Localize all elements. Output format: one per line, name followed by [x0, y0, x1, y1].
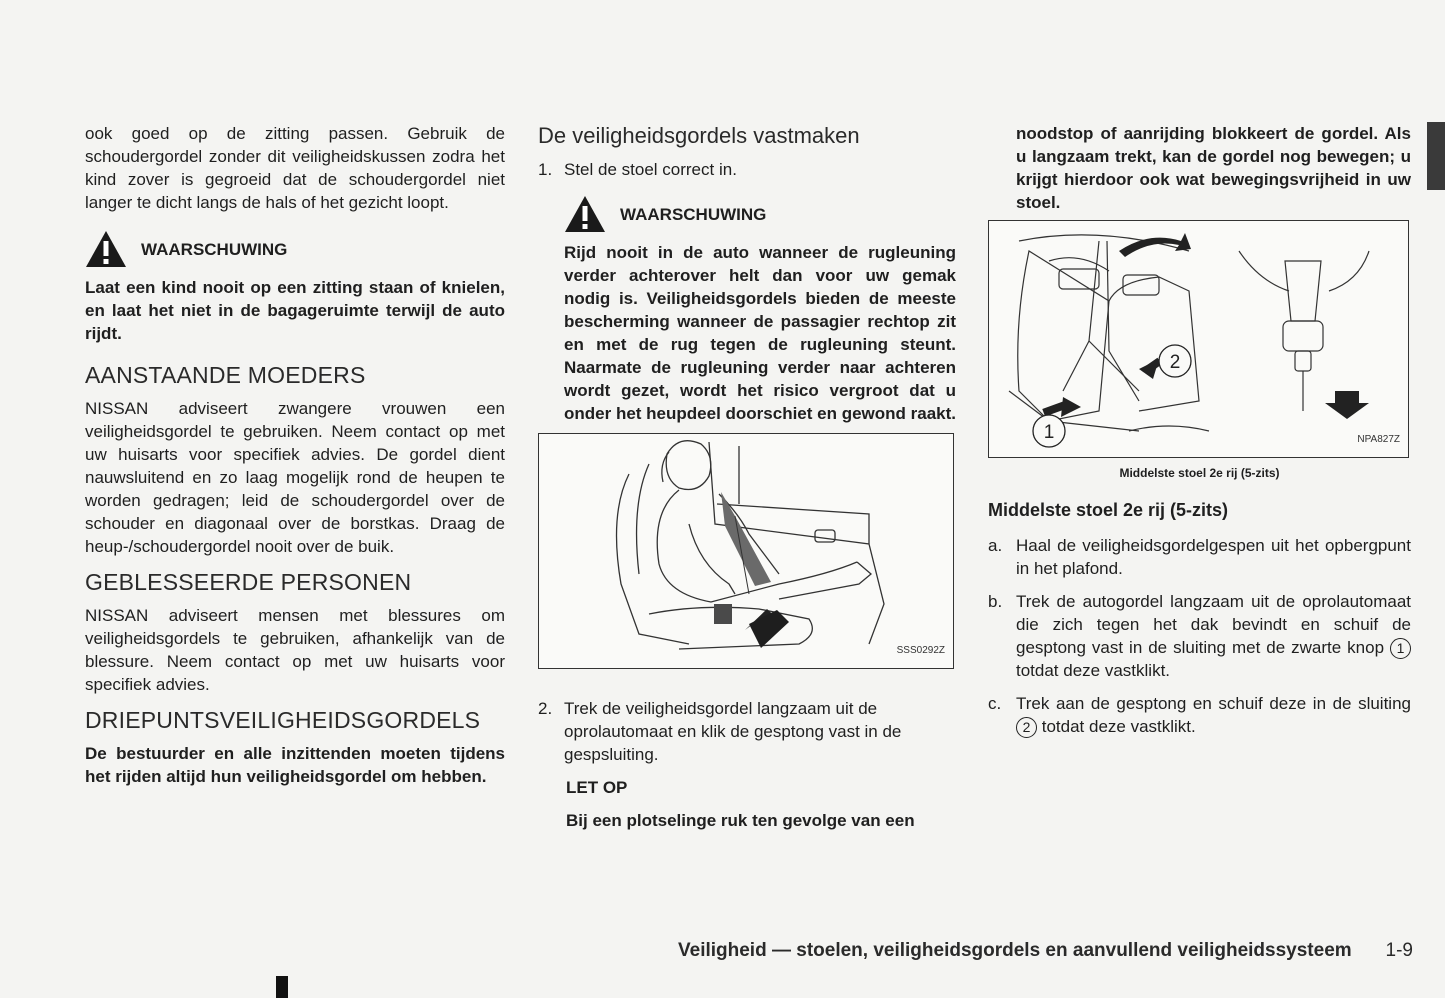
step-number: 1.	[538, 160, 553, 179]
list-text-part: totdat deze vastklikt.	[1016, 661, 1171, 681]
column-middle	[538, 122, 956, 832]
list-item	[988, 590, 1411, 682]
seatbelt-figure	[538, 433, 954, 669]
chapter-tab	[1427, 122, 1445, 190]
list-text-part: Trek de autogordel langzaam uit de oprolautomaat die zich tegen het dak bevindt en schuif de gesptong vast in de sluiting met de zwarte knop	[1016, 592, 1411, 657]
note-title: LET OP	[566, 778, 628, 797]
section-heading: GEBLESSEERDE PERSONEN	[85, 569, 412, 595]
list-text-part: totdat deze vastklikt.	[1041, 717, 1196, 737]
step-text: Trek de veiligheidsgordel langzaam uit de oprolautomaat en klik de gesptong vast in de gespsluiting.	[564, 699, 902, 764]
warning-title: WAARSCHUWING	[141, 239, 288, 259]
figure-code: SSS0292Z	[896, 645, 945, 656]
step-number: 2.	[538, 699, 553, 718]
button-callout-2: 2	[1016, 717, 1037, 738]
note-continued: noodstop of aanrijding blokkeert de gordel. Als u langzaam trekt, kan de gordel nog bewegen; u krijgt hierdoor ook wat bewegingsvrijheid in uw stoel.	[1016, 124, 1411, 212]
figure-callout-1: 1	[1043, 422, 1055, 443]
page-number: 1-9	[1385, 940, 1413, 961]
list-item	[988, 692, 1411, 738]
warning-text: Laat een kind nooit op een zitting staan of knielen, en laat het niet in de bagageruimte terwijl de auto rijdt.	[85, 278, 505, 343]
column-right	[988, 122, 1411, 748]
warning-title: WAARSCHUWING	[620, 204, 767, 224]
section-heading: AANSTAANDE MOEDERS	[85, 362, 366, 388]
figure-code: NPA827Z	[1357, 434, 1400, 445]
step-text: Stel de stoel correct in.	[564, 160, 737, 179]
list-item	[988, 534, 1411, 580]
section-paragraph: NISSAN adviseert zwangere vrouwen een veiligheidsgordel te gebruiken. Neem contact op met uw huisarts voor specifiek advies. De gordel dient nauwsluitend en zo laag mogelijk rond de heupen te worden gedragen; leid de schoudergordel over de schouder en diagonaal over de borstkas. Draag de heup-/schoudergordel nooit over de buik.	[85, 399, 505, 556]
note-text: Bij een plotselinge ruk ten gevolge van een	[566, 811, 915, 830]
section-heading: DRIEPUNTSVEILIGHEIDSGORDELS	[85, 707, 481, 733]
seated-woman-illustration	[539, 434, 953, 668]
warning-text: Rijd nooit in de auto wanneer de rugleuning verder achterover helt dan voor uw gemak nodig is. Veiligheidsgordels bieden de meeste bescherming wanneer de passagier rechtop zit en met de rug tegen de rugleuning steunt. Naarmate de rugleuning verder naar achteren wordt gezet, wordt het risico vergroot dat u onder het heupdeel doorschiet en gewond raakt.	[564, 243, 957, 423]
figure-callout-2: 2	[1169, 352, 1181, 373]
list-text	[1016, 692, 1411, 738]
middle-seat-illustration	[989, 221, 1408, 457]
section-heading: De veiligheidsgordels vastmaken	[538, 123, 860, 148]
button-callout-1: 1	[1390, 638, 1411, 659]
list-text-part: Trek aan de gesptong en schuif deze in de sluiting	[1016, 694, 1411, 714]
warning-block	[564, 195, 956, 233]
list-text: Haal de veiligheidsgordelgespen uit het opbergpunt in het plafond.	[1016, 536, 1411, 578]
middle-seat-figure	[988, 220, 1409, 458]
step-item	[538, 158, 956, 181]
intro-paragraph: ook goed op de zitting passen. Gebruik de schoudergordel zonder dit veiligheidskussen zodra het kind zover is gegroeid dat de schoudergordel niet langer te dicht langs de hals of het gezicht loopt.	[85, 124, 505, 212]
figure-caption: Middelste stoel 2e rij (5-zits)	[1119, 466, 1280, 480]
list-text	[1016, 590, 1411, 682]
page-footer	[678, 940, 1413, 962]
step-item	[538, 697, 956, 766]
crop-mark	[276, 976, 288, 998]
section-paragraph: De bestuurder en alle inzittenden moeten tijdens het rijden altijd hun veiligheidsgordel om hebben.	[85, 744, 505, 786]
section-paragraph: NISSAN adviseert mensen met blessures om veiligheidsgordels te gebruiken, afhankelijk van de blessure. Neem contact op met uw huisarts voor specifiek advies.	[85, 606, 505, 694]
warning-triangle-icon	[85, 230, 127, 268]
list-label: c.	[988, 694, 1002, 714]
subheading: Middelste stoel 2e rij (5-zits)	[988, 500, 1229, 520]
footer-title: Veiligheid — stoelen, veiligheidsgordels en aanvullend veiligheidssysteem	[678, 940, 1352, 961]
list-label: a.	[988, 536, 1003, 555]
warning-triangle-icon	[564, 195, 606, 233]
list-label: b.	[988, 592, 1003, 611]
warning-block	[85, 230, 505, 268]
column-left	[85, 122, 505, 788]
